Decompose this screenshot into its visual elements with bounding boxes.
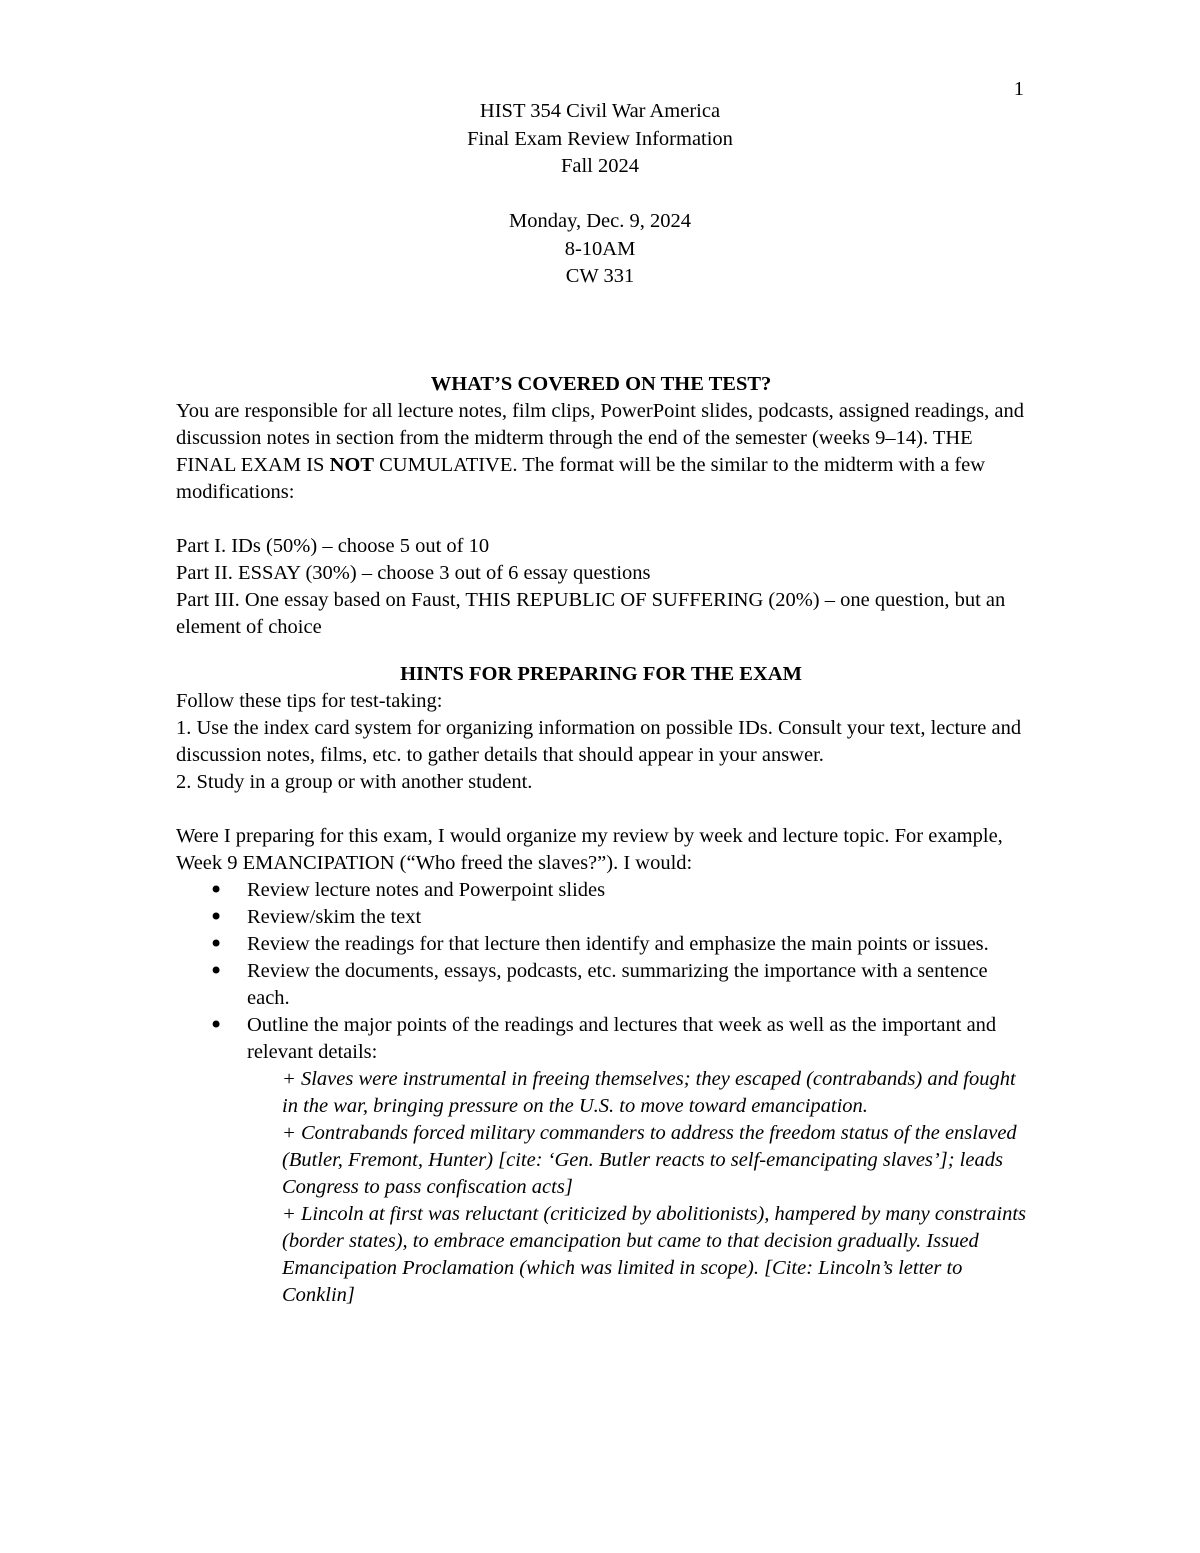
review-steps-list [176,877,1026,1066]
covered-paragraph-emphasis: NOT [329,454,374,476]
hints-heading: HINTS FOR PREPARING FOR THE EXAM [400,663,802,685]
list-item: • Review the readings for that lecture then identify and emphasize the main points or issues. [176,931,1026,958]
list-item: • Review lecture notes and Powerpoint slides [176,877,1026,904]
document-header [0,98,1200,291]
covered-paragraph [176,398,1026,506]
exam-part-2: Part II. ESSAY (30%) – choose 3 out of 6 essay questions [176,562,651,584]
course-title: HIST 354 Civil War America [479,100,721,122]
term: Fall 2024 [560,155,640,177]
document-body [176,371,1026,1309]
page-number: 1 [1013,78,1024,100]
exam-room: CW 331 [565,265,635,287]
outline-points [176,1066,1026,1309]
exam-part-3: Part III. One essay based on Faust, THIS REPUBLIC OF SUFFERING (20%) – one question, but an element of choice [176,589,1006,638]
exam-date: Monday, Dec. 9, 2024 [509,210,691,232]
tip-2: 2. Study in a group or with another student. [176,771,533,793]
exam-time: 8-10AM [564,237,636,260]
paragraph-spacer [176,506,1026,533]
list-item: • Review the documents, essays, podcasts, etc. summarizing the importance with a sentence each. [176,958,1026,1012]
covered-heading: WHAT’S COVERED ON THE TEST? [430,373,772,395]
outline-point: + Contrabands forced military commanders to address the freedom status of the enslaved (Butler, Fremont, Hunter) [cite: ‘Gen. Butler reacts to self-emancipating slaves’]; leads Congress to pass confiscation acts] [282,1122,1017,1198]
section-spacer [176,641,1026,661]
covered-paragraph-pre: You are responsible for all lecture notes, film clips, PowerPoint slides, podcasts, assigned readings, and discussion notes in section from the midterm through the end of the semester (weeks 9–14). THE FINAL EXAM IS [176,400,1024,476]
document-title: Final Exam Review Information [467,127,733,150]
covered-paragraph-post: CUMULATIVE. The format will be the similar to the midterm with a few modifications: [176,454,986,503]
review-intro: Were I preparing for this exam, I would organize my review by week and lecture topic. For example, Week 9 EMANCIPATION (“Who freed the slaves?”). I would: [176,825,1003,874]
exam-part-1: Part I. IDs (50%) – choose 5 out of 10 [176,535,490,557]
header-spacer [0,181,1200,209]
outline-point: + Slaves were instrumental in freeing themselves; they escaped (contrabands) and fought in the war, bringing pressure on the U.S. to move toward emancipation. [282,1068,1016,1117]
outline-point: + Lincoln at first was reluctant (criticized by abolitionists), hampered by many constraints (border states), to embrace emancipation but came to that decision gradually. Issued Emancipation Proclamation (which was limited in scope). [Cite: Lincoln’s letter to Conklin] [282,1203,1026,1306]
paragraph-spacer [176,796,1026,823]
hints-intro: Follow these tips for test-taking: [176,690,443,712]
tip-1: 1. Use the index card system for organizing information on possible IDs. Consult your text, lecture and discussion notes, films, etc. to gather details that should appear in your answer. [176,717,1022,766]
list-item: • Outline the major points of the readings and lectures that week as well as the important and relevant details: [176,1012,1026,1066]
list-item: • Review/skim the text [176,904,1026,931]
